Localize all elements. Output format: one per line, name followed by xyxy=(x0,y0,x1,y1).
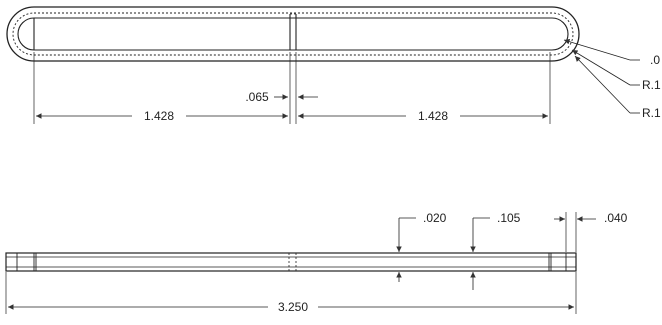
top-view-labels xyxy=(144,53,661,123)
dim-label-web: .065 xyxy=(245,90,269,104)
hidden-offset-line xyxy=(13,13,573,55)
side-view xyxy=(6,212,596,314)
top-view xyxy=(7,7,640,124)
dim-label-040: .040 xyxy=(604,211,628,225)
leader-callout-3 xyxy=(575,56,630,113)
dim-label-020: .020 xyxy=(423,211,447,225)
dim-label-slot-right: 1.428 xyxy=(417,109,449,123)
dim-label-105: .105 xyxy=(497,211,521,225)
dim-label-slot-left: 1.428 xyxy=(143,109,175,123)
side-view-labels xyxy=(278,211,628,314)
leader-callout-2 xyxy=(572,50,630,85)
dim-label-overall: 3.250 xyxy=(277,300,309,314)
callout-label-1: .0 xyxy=(650,53,661,67)
inner-slot-outline xyxy=(18,18,568,50)
callout-label-3: R.1 xyxy=(642,106,661,120)
side-outline xyxy=(6,253,576,271)
outer-outline xyxy=(7,7,579,61)
callout-label-2: R.1 xyxy=(642,78,661,92)
